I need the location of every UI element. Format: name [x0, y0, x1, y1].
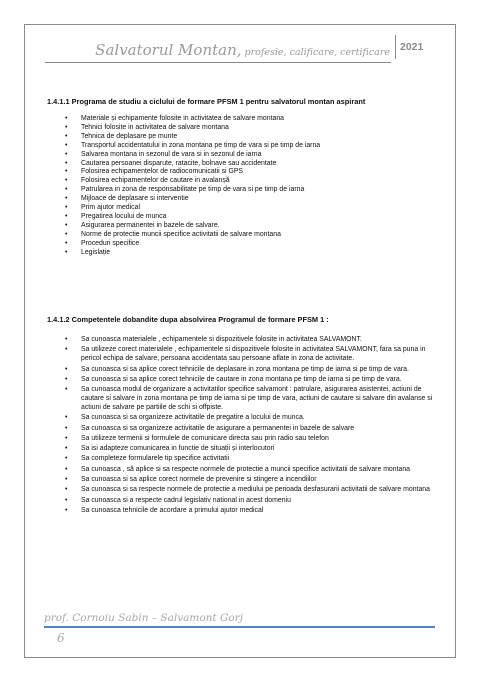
header-title-sub: profesie, calificare, certificare: [241, 47, 390, 58]
list-item: • Folosirea echipamentelor de cautare in avalanșă: [47, 177, 435, 186]
list-item: • Pregatirea locului de munca: [47, 213, 435, 222]
list-item: • Sa utilizeze termenii si formulele de comunicare directa sau prin radio sau telefon: [47, 435, 435, 444]
section-heading-1: 1.4.1.1 Programa de studiu a ciclului de formare PFSM 1 pentru salvatorul montan aspirant: [47, 97, 366, 106]
list-item: • Sa completeze formularele tip specifice activitatii: [47, 455, 435, 464]
list-item: • Materiale și echipamente folosite in activitatea de salvare montana: [47, 115, 435, 124]
competencies-list: [47, 336, 435, 517]
list-item: • Norme de protectie muncii specifice activitatii de salvare montana: [47, 231, 435, 240]
list-item: • Sa isi adapteze comunicarea in functie de situații și interlocutori: [47, 445, 435, 454]
document-page: [24, 24, 456, 658]
list-item: • Sa cunoasca modul de organizare a activitatilor specifice salvamont : patrulare, asigurarea asistentei, actiuni de cautare si salvare in zona montana pe timp de iarna si pe timp de vara, actiuni de cautare si salvare din avalanse si actiuni de salvare pe partiile de schi si offpiste.: [47, 386, 435, 413]
header-year: 2021: [400, 41, 424, 53]
list-item: • Transportul accidentatului in zona montana pe timp de vara si pe timp de iarna: [47, 142, 435, 151]
footer-rule: [44, 626, 435, 628]
section-heading-2: 1.4.1.2 Competentele dobandite dupa absolvirea Programul de formare PFSM 1 :: [47, 315, 329, 324]
list-item: • Proceduri specifice: [47, 240, 435, 249]
list-item: • Patrularea in zona de responsabilitate pe timp de vara si pe timp de iarna: [47, 186, 435, 195]
list-item: • Tehnici folosite in activitatea de salvare montana: [47, 124, 435, 133]
list-item: • Sa cunoasca si sa aplice corect normele de prevenire si stingere a incendiilor: [47, 476, 435, 485]
list-item: • Sa cunoasca si sa respecte normele de protectie a mediului pe perioada desfasurarii activitatii de salvare montana: [47, 486, 435, 495]
list-item: • Legislație: [47, 249, 435, 258]
page-number: 6: [57, 631, 65, 645]
curriculum-list: [47, 115, 435, 258]
header-title: [95, 41, 390, 59]
list-item: • Folosirea echipamentelor de radiocomunicatii si GPS: [47, 168, 435, 177]
footer-author: prof. Cornoiu Sabin – Salvamont Gorj: [44, 612, 243, 624]
list-item: • Sa cunoasca , să aplice si sa respecte normele de protectie a muncii specifice activitatii de salvare montana: [47, 466, 435, 475]
header-title-main: Salvatorul Montan,: [95, 41, 242, 59]
list-item: • Salvarea montana in sezonul de vara si in sezonul de iarna: [47, 151, 435, 160]
list-item: • Sa cunoasca si sa organizeze activitatile de asigurare a permanentei in bazele de salvare: [47, 425, 435, 434]
list-item: • Asigurarea permanentei in bazele de salvare.: [47, 222, 435, 231]
list-item: • Sa cunoasca si a respecte cadrul legislativ national in acest domeniu: [47, 497, 435, 506]
header-rule: [45, 62, 391, 63]
list-item: • Sa cunoasca tehnicile de acordare a primului ajutor medical: [47, 507, 435, 516]
list-item: • Cautarea persoanei disparute, ratacite, bolnave sau accidentate: [47, 160, 435, 169]
list-item: • Sa cunoasca si sa aplice corect tehnicile de cautare in zona montana pe timp de iarna si pe timp de vara.: [47, 376, 435, 385]
list-item: • Mijloace de deplasare si interventie: [47, 195, 435, 204]
list-item: • Sa cunoasca si sa aplice corect tehnicile de deplasare in zona montana pe timp de iarna si pe timp de vara.: [47, 366, 435, 375]
list-item: • Sa cunoasca materialele , echipamentele si dispozitivele folosite in activitatea SALVAMONT.: [47, 336, 435, 345]
page-header: [25, 25, 455, 63]
list-item: • Prim ajutor medical: [47, 204, 435, 213]
list-item: • Sa utilizeze corect materialele , echipamentele si dispozitivele folosite in activitatea SALVAMONT, fara sa puna in pericol echipa de salvare, persoana accidentata sau persoane aflate in zona de activitate.: [47, 346, 435, 364]
header-divider: [395, 35, 396, 59]
list-item: • Sa cunoasca si sa organizeze activitatile de pregatire a locului de munca.: [47, 414, 435, 423]
list-item: • Tehnica de deplasare pe munte: [47, 133, 435, 142]
